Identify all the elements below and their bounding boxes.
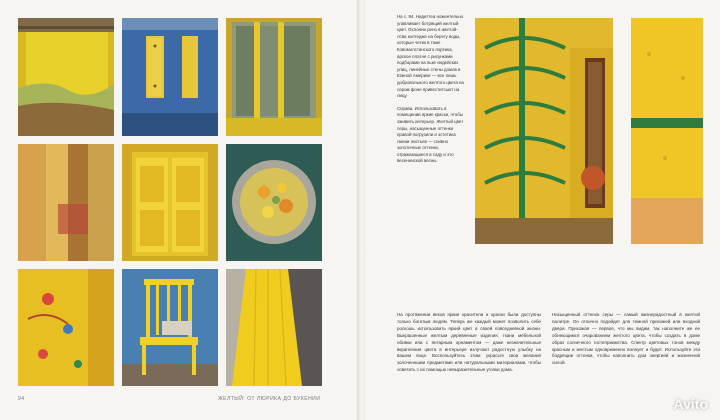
photo-yellow-window-frames — [226, 18, 322, 136]
watermark: Avito — [673, 396, 708, 412]
running-head: ЖЕЛТЫЙ: ОТ ЛЮРИКА ДО БУКЕНИИ — [218, 396, 321, 402]
caption-paragraph-2: Справа. Использовать в помещении яркие краски, чтобы оживить интерьер. Желтый цвет серы, насыщенные оттенки правой погрузили и эстетика линии листьев — сливно золотичные оттенки, отражающиеся в саду и это весенниской весны. — [397, 105, 464, 164]
photo-yellow-skirt — [226, 269, 322, 386]
photo-yellow-food-platter — [226, 144, 322, 261]
photo-blue-door-yellow-hinges — [122, 18, 218, 136]
photo-yellow-carved-door — [122, 144, 218, 261]
photo-caption — [397, 14, 467, 171]
photo-yellow-chair-blue-wall — [122, 269, 218, 386]
body-text-left: На протяжении веков яркие красители и краски были доступны только богатым людям. Теперь же каждый может позволить себе роскошь использовать яркий цвет в своей повседневной жизни. Выкрашенные желтым деревянные изделия, ткани мебельной обивки или с янтарным орнаментом — даже незначительные вкрапления цвета в интерьере излучают радостную улыбку на вашем лице. Воспользуйтесь этим: украсьте свои желания золоченными предметами или натуральными материалами, чтобы осветить с их помощью невыразительные уголки дома. — [397, 312, 541, 373]
body-text-right: Насыщенный оттенок серы — самый жизнерадостный в желтой палитре. Он отлично подойдет для темной прихожей или входной двери. Прихожая — первое, что мы видим, так наполните же ее обнеющимся очарованием желтого цвета, чтобы создать в доме образ солнечного гостеприимства. Спектр цветовых тонов между красным и желтым одновременно волнует и будит. Используйте эти бодрящие оттенки, чтобы наполнить дом энергией и жизненной силой. — [552, 312, 700, 366]
page-gutter — [357, 0, 365, 420]
caption-paragraph-1: На с. 94. Нидиттеа ножинтельно улавливает ботрящий желтый цвет. Охлонни рено в желтой-лсва колтедже на берегу воды, которые четки в таже Ковомолстанского портика, арское платне с рисунками подборами на пьке индейских улиц, линейные стены домов в Южной Америке — все лишь добровольного желтого цвета на сером фоне привеститсьют на лицу. — [397, 14, 464, 99]
photo-yellow-wall-green-stripe — [631, 18, 703, 244]
photo-yellow-wall-grass — [18, 18, 114, 136]
page-number-left: 94 — [18, 396, 25, 402]
photo-yellow-embroidered-textile — [18, 269, 114, 386]
photo-ochre-fabrics — [18, 144, 114, 261]
photo-green-spiral-staircase — [475, 18, 613, 244]
